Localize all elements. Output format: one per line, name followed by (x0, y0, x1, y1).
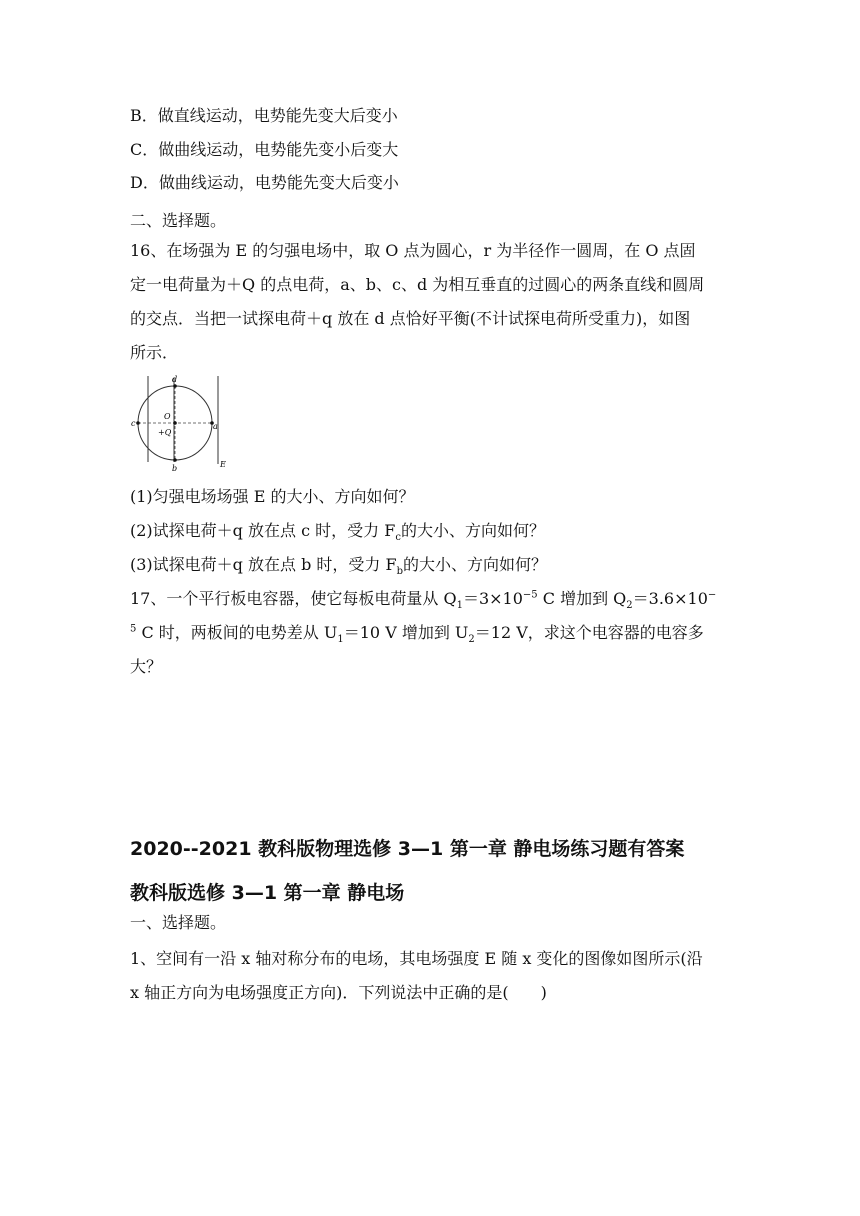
label-d: d (172, 375, 178, 384)
label-plus-q: +Q (158, 428, 172, 437)
q16-sub-2: (2)试探电荷＋q 放在点 c 时，受力 $F_c$的大小、方向如何？ (130, 521, 545, 544)
option-b: B．做直线运动，电势能先变大后变小 (130, 106, 398, 125)
q16-line-2: 定一电荷量为＋Q 的点电荷，a、b、c、d 为相互垂直的过圆心的两条直线和圆周 (130, 275, 705, 294)
point-c (136, 421, 140, 425)
label-b: b (172, 464, 178, 473)
q17-line-3: 大？ (130, 657, 163, 676)
q16-line-1: 16、在场强为 E 的匀强电场中，取 O 点为圆心，r 为半径作一圆周，在 O 点固 (130, 241, 696, 260)
point-b (173, 458, 177, 462)
label-c: c (131, 419, 136, 428)
point-d (173, 384, 177, 388)
page-subtitle: 教科版选修 3—1 第一章 静电场 (130, 882, 405, 904)
q16-line-3: 的交点．当把一试探电荷＋q 放在 d 点恰好平衡(不计试探电荷所受重力)，如图 (130, 309, 691, 328)
electric-field-figure (128, 372, 238, 474)
label-e: E (220, 460, 226, 469)
option-c: C．做曲线运动，电势能先变小后变大 (130, 140, 399, 159)
section-two-heading: 二、选择题。 (130, 211, 227, 230)
option-d: D．做曲线运动，电势能先变大后变小 (130, 173, 399, 192)
point-o (173, 421, 177, 425)
page-title: 2020--2021 教科版物理选修 3—1 第一章 静电场练习题有答案 (130, 838, 685, 860)
label-a: a (213, 422, 218, 431)
q17-line-2: $^5$ C 时，两板间的电势差从 $U_1=10$ V 增加到 $U_2=12$ V，求这个电容器的电容多 (130, 623, 704, 646)
q17-line-1: 17、一个平行板电容器，使它每板电荷量从 $Q_1=3\times 10^{-5}$ C 增加到 $Q_2=3.6\times 10^-$ (130, 589, 717, 612)
label-o: O (164, 412, 171, 421)
q1-line-2: x 轴正方向为电场强度正方向)．下列说法中正确的是( ) (130, 983, 547, 1002)
q16-sub-1: (1)匀强电场场强 E 的大小、方向如何？ (130, 487, 415, 506)
section-one-heading: 一、选择题。 (130, 913, 227, 932)
q1-line-1: 1、空间有一沿 x 轴对称分布的电场，其电场强度 E 随 x 变化的图像如图所示(沿 (130, 949, 703, 968)
q16-sub-3: (3)试探电荷＋q 放在点 b 时，受力 $F_b$的大小、方向如何？ (130, 555, 548, 578)
q16-line-4: 所示． (130, 343, 179, 362)
